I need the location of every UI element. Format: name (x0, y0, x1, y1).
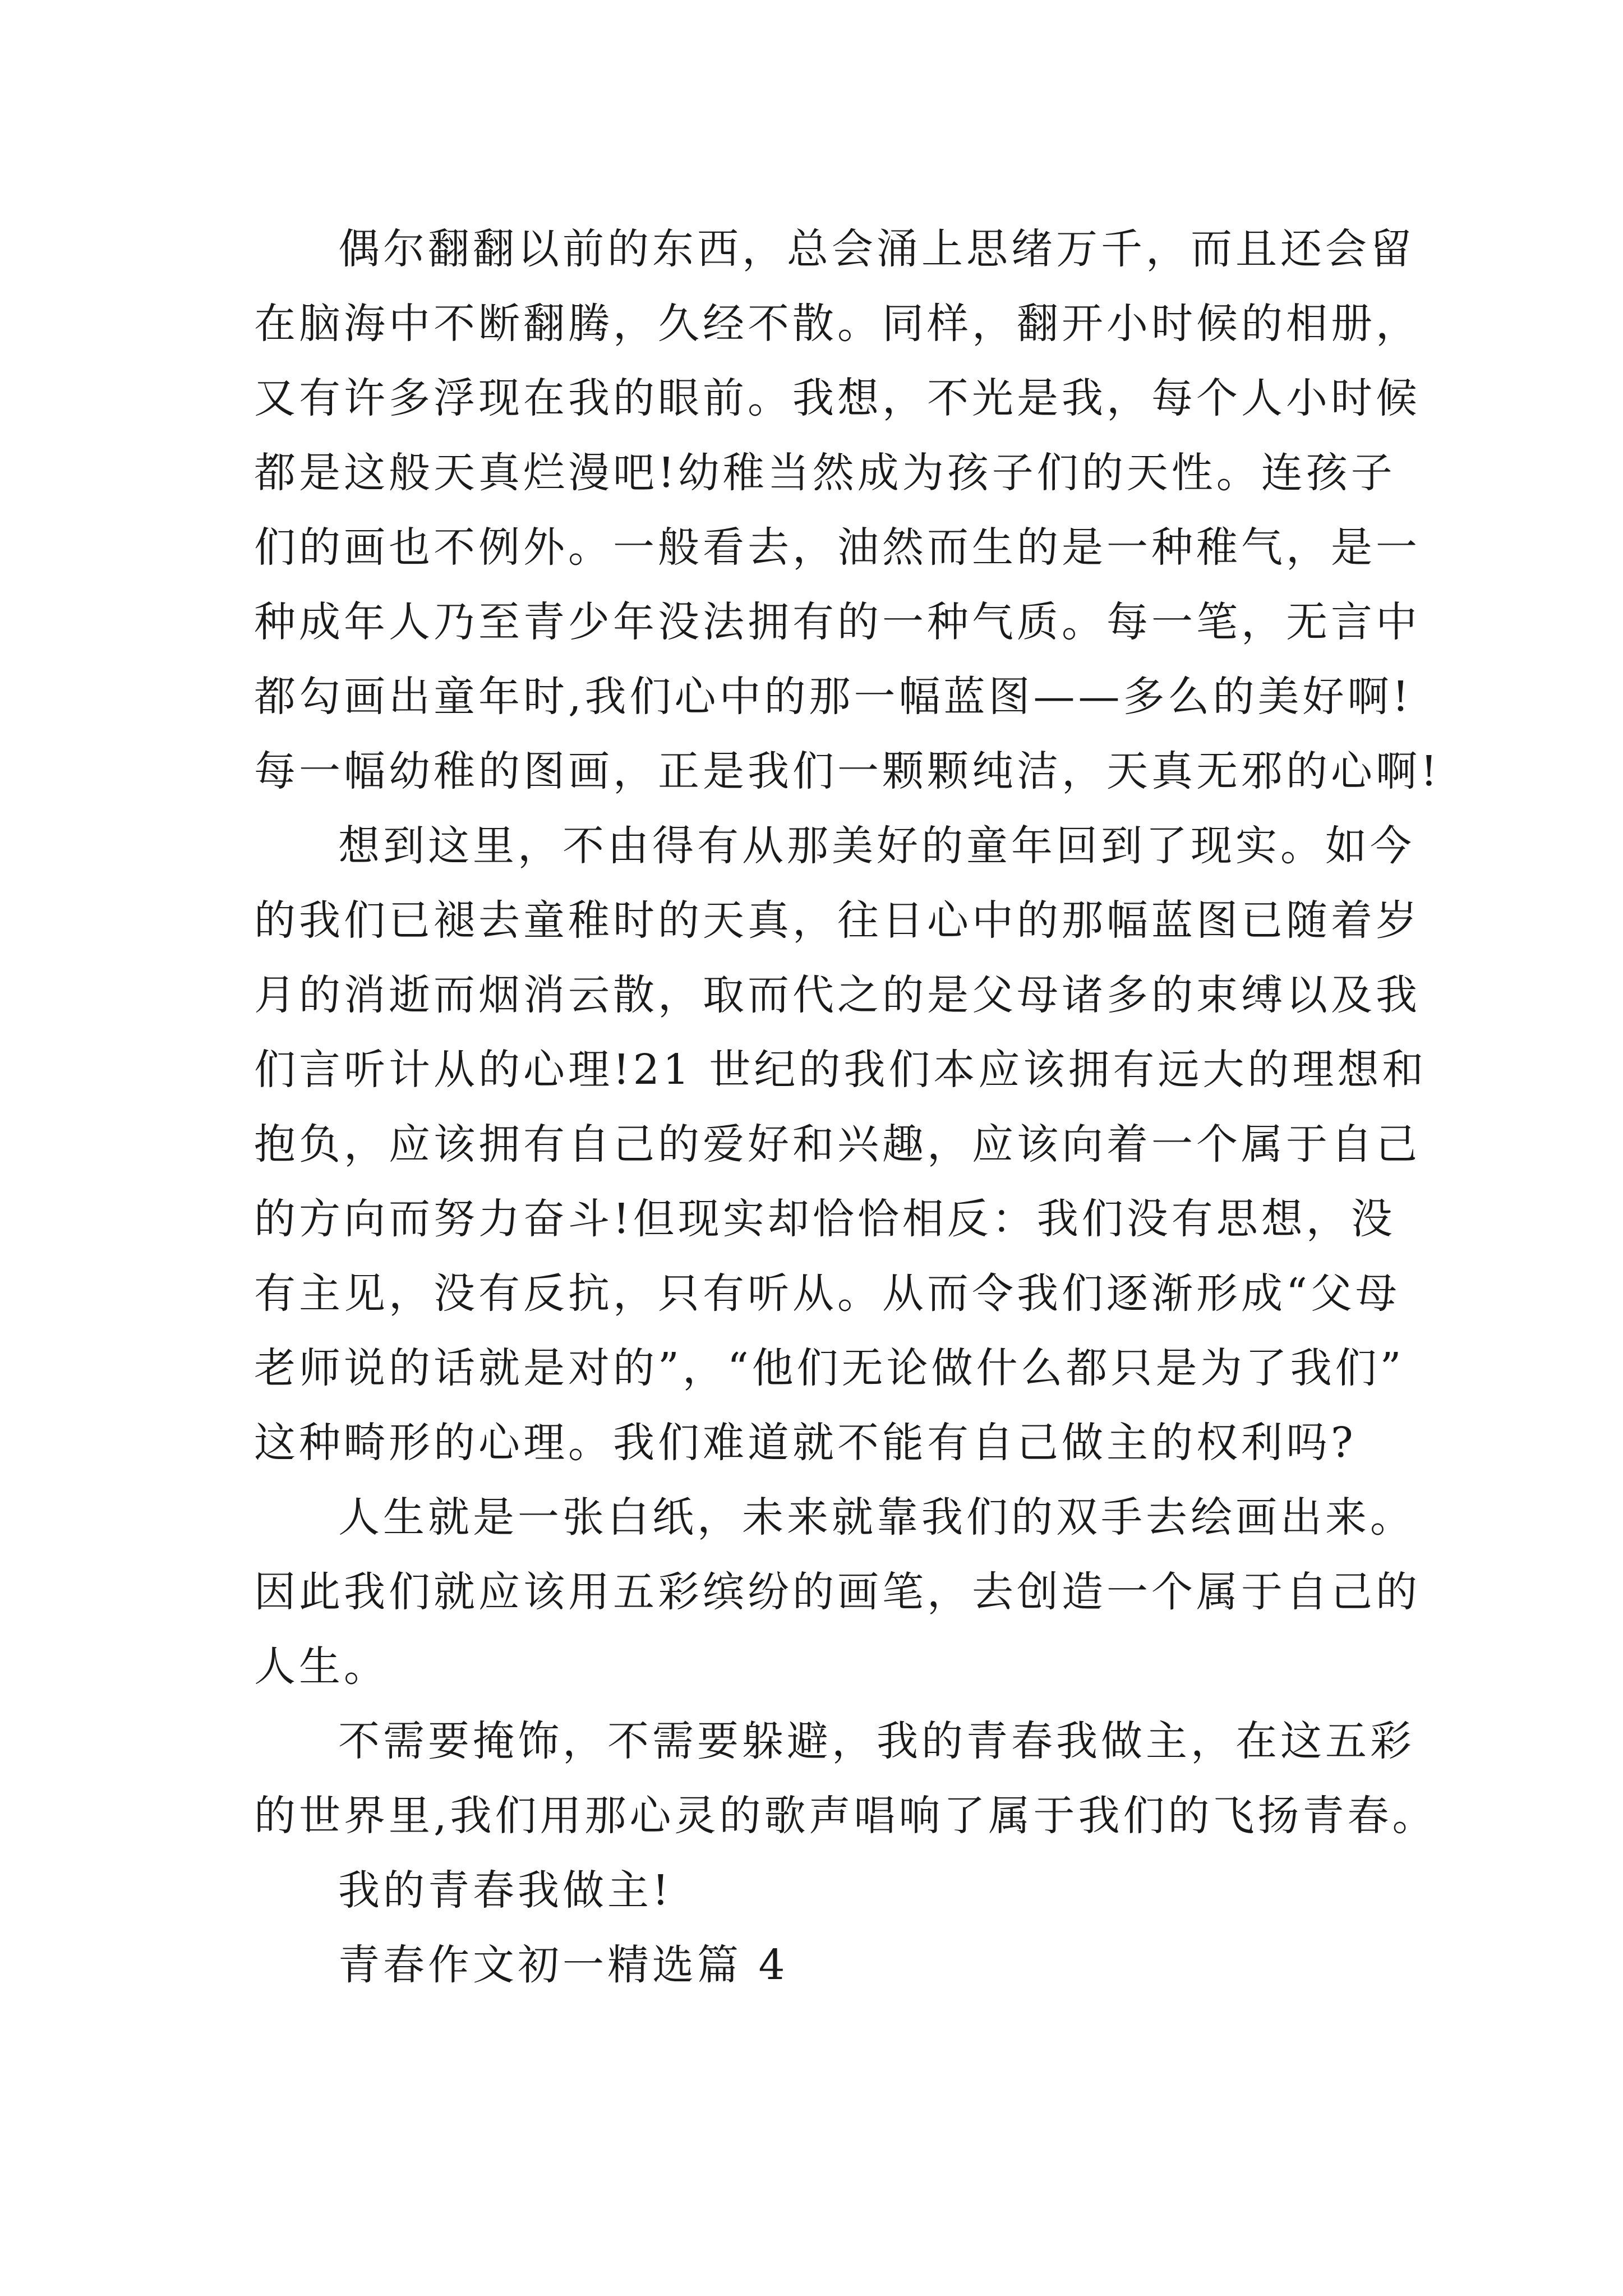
text-line: 每一幅幼稚的图画，正是我们一颗颗纯洁，天真无邪的心啊! (254, 747, 1441, 795)
text-line: 们的画也不例外。一般看去，油然而生的是一种稚气，是一 (254, 523, 1421, 572)
text-line: 在脑海中不断翻腾，久经不散。同样，翻开小时候的相册， (254, 300, 1421, 348)
section-heading: 青春作文初一精选篇 4 (338, 1941, 789, 1989)
text-line: 的方向而努力奋斗!但现实却恰恰相反：我们没有思想，没 (254, 1195, 1396, 1243)
paragraph-4 (254, 1704, 1437, 1853)
text-line: 不需要掩饰，不需要躲避，我的青春我做主，在这五彩 (338, 1717, 1415, 1765)
text-line: 这种畸形的心理。我们难道就不能有自己做主的权利吗? (254, 1419, 1357, 1467)
text-line: 因此我们就应该用五彩缤纷的画笔，去创造一个属于自己的 (254, 1568, 1421, 1616)
paragraph-3 (254, 1480, 1421, 1704)
text-line: 都勾画出童年时,我们心中的那一幅蓝图——多么的美好啊! (254, 673, 1413, 721)
text-line: 人生就是一张白纸，未来就靠我们的双手去绘画出来。 (338, 1493, 1415, 1542)
text-line: 老师说的话就是对的”，“他们无论做什么都只是为了我们” (254, 1344, 1405, 1392)
paragraph-1 (254, 212, 1441, 809)
text-line: 有主见，没有反抗，只有听从。从而令我们逐渐形成“父母 (254, 1269, 1400, 1318)
text-line: 的我们已褪去童稚时的天真，往日心中的那幅蓝图已随着岁 (254, 896, 1421, 945)
text-line: 月的消逝而烟消云散，取而代之的是父母诸多的束缚以及我 (254, 971, 1421, 1019)
text-line: 偶尔翻翻以前的东西，总会涌上思绪万千，而且还会留 (338, 225, 1415, 273)
paragraph-2 (254, 809, 1427, 1480)
text-line: 的世界里,我们用那心灵的歌声唱响了属于我们的飞扬青春。 (254, 1792, 1437, 1840)
text-line: 我的青春我做主! (338, 1866, 672, 1915)
text-line: 们言听计从的心理!21 世纪的我们本应该拥有远大的理想和 (254, 1046, 1427, 1094)
text-line: 人生。 (254, 1642, 389, 1691)
document-body (254, 212, 1441, 2003)
text-line: 又有许多浮现在我的眼前。我想，不光是我，每个人小时候 (254, 374, 1421, 422)
text-line: 都是这般天真烂漫吧!幼稚当然成为孩子们的天性。连孩子 (254, 449, 1396, 497)
text-line: 想到这里，不由得有从那美好的童年回到了现实。如今 (338, 822, 1415, 870)
text-line: 种成年人乃至青少年没法拥有的一种气质。每一笔，无言中 (254, 598, 1421, 646)
paragraph-5 (254, 1853, 1390, 1928)
text-line: 抱负，应该拥有自己的爱好和兴趣，应该向着一个属于自己 (254, 1120, 1421, 1168)
